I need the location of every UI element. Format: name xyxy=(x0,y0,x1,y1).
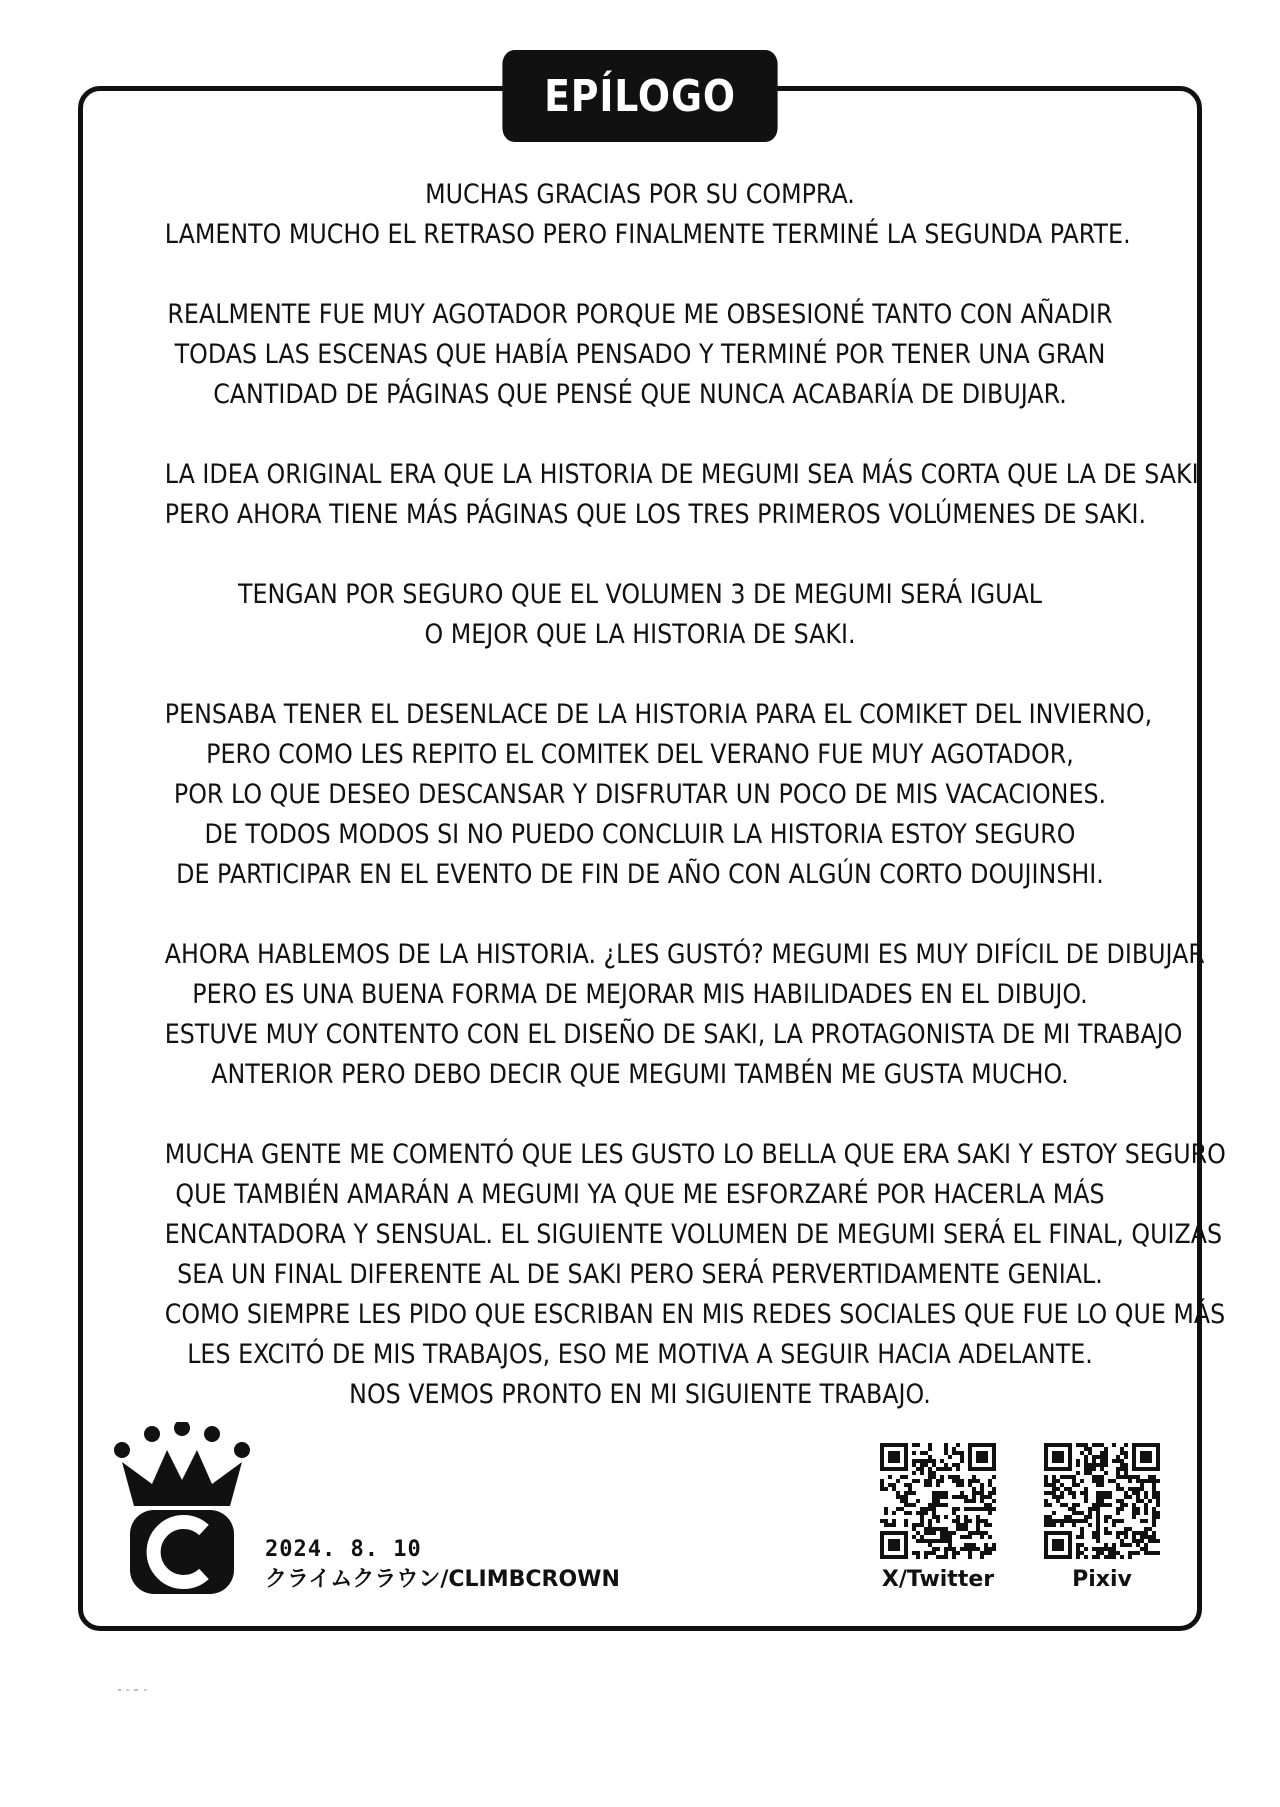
paragraph xyxy=(100,695,1180,895)
paragraph xyxy=(100,1135,1226,1415)
text-line: ANTERIOR PERO DEBO DECIR QUE MEGUMI TAMBÉN ME GUSTA MUCHO. xyxy=(211,1059,1069,1090)
text-line: TENGAN POR SEGURO QUE EL VOLUMEN 3 DE MEGUMI SERÁ IGUAL xyxy=(238,579,1042,610)
text-line: LAMENTO MUCHO EL RETRASO PERO FINALMENTE TERMINÉ LA SEGUNDA PARTE. xyxy=(164,219,1131,250)
text-line: SEA UN FINAL DIFERENTE AL DE SAKI PERO SERÁ PERVERTIDAMENTE GENIAL. xyxy=(177,1259,1103,1290)
epilogue-body xyxy=(100,175,1226,1455)
text-line: O MEJOR QUE LA HISTORIA DE SAKI. xyxy=(424,619,856,650)
text-line: POR LO QUE DESEO DESCANSAR Y DISFRUTAR UN POCO DE MIS VACACIONES. xyxy=(173,779,1107,810)
text-line: AHORA HABLEMOS DE LA HISTORIA. ¿LES GUSTÓ? MEGUMI ES MUY DIFÍCIL DE DIBUJAR xyxy=(164,939,1205,970)
text-line: COMO SIEMPRE LES PIDO QUE ESCRIBAN EN MIS REDES SOCIALES QUE FUE LO QUE MÁS xyxy=(164,1299,1226,1330)
text-line: LES EXCITÓ DE MIS TRABAJOS, ESO ME MOTIVA A SEGUIR HACIA ADELANTE. xyxy=(187,1339,1093,1370)
text-line: MUCHA GENTE ME COMENTÓ QUE LES GUSTO LO BELLA QUE ERA SAKI Y ESTOY SEGURO xyxy=(164,1139,1226,1170)
text-line: PERO AHORA TIENE MÁS PÁGINAS QUE LOS TRES PRIMEROS VOLÚMENES DE SAKI. xyxy=(164,499,1147,530)
paragraph xyxy=(100,295,1180,415)
paragraph xyxy=(100,175,1180,255)
text-line: REALMENTE FUE MUY AGOTADOR PORQUE ME OBSESIONÉ TANTO CON AÑADIR xyxy=(167,299,1113,330)
text-line: TODAS LAS ESCENAS QUE HABÍA PENSADO Y TERMINÉ POR TENER UNA GRAN xyxy=(174,339,1106,370)
text-line: PENSABA TENER EL DESENLACE DE LA HISTORIA PARA EL COMIKET DEL INVIERNO, xyxy=(164,699,1153,730)
signature xyxy=(265,1535,620,1595)
signature-date: 2024. 8. 10 xyxy=(265,1537,422,1562)
text-line: QUE TAMBIÉN AMARÁN A MEGUMI YA QUE ME ESFORZARÉ POR HACERLA MÁS xyxy=(175,1179,1105,1210)
text-line: NOS VEMOS PRONTO EN MI SIGUIENTE TRABAJO. xyxy=(349,1379,931,1410)
text-line: LA IDEA ORIGINAL ERA QUE LA HISTORIA DE MEGUMI SEA MÁS CORTA QUE LA DE SAKI xyxy=(164,459,1199,490)
text-line: DE TODOS MODOS SI NO PUEDO CONCLUIR LA HISTORIA ESTOY SEGURO xyxy=(204,819,1076,850)
text-line: CANTIDAD DE PÁGINAS QUE PENSÉ QUE NUNCA ACABARÍA DE DIBUJAR. xyxy=(213,379,1067,410)
paragraph xyxy=(100,455,1199,535)
text-line: MUCHAS GRACIAS POR SU COMPRA. xyxy=(425,179,855,210)
qr-code-icon xyxy=(880,1443,996,1559)
crown-c-logo-icon xyxy=(112,1422,252,1602)
text-line: PERO COMO LES REPITO EL COMITEK DEL VERANO FUE MUY AGOTADOR, xyxy=(206,739,1074,770)
qr-label-twitter: X/Twitter xyxy=(881,1567,995,1592)
text-line: PERO ES UNA BUENA FORMA DE MEJORAR MIS HABILIDADES EN EL DIBUJO. xyxy=(192,979,1088,1010)
qr-label-pixiv: Pixiv xyxy=(1072,1567,1132,1592)
text-line: ENCANTADORA Y SENSUAL. EL SIGUIENTE VOLUMEN DE MEGUMI SERÁ EL FINAL, QUIZÁS xyxy=(164,1219,1223,1250)
speck-mark xyxy=(118,1688,154,1692)
text-line: DE PARTICIPAR EN EL EVENTO DE FIN DE AÑO CON ALGÚN CORTO DOUJINSHI. xyxy=(176,859,1104,890)
page-title: EPÍLOGO xyxy=(502,50,777,142)
signature-author: クライムクラウン/CLIMBCROWN xyxy=(265,1567,620,1592)
paragraph xyxy=(100,935,1205,1095)
paragraph xyxy=(100,575,1180,655)
text-line: ESTUVE MUY CONTENTO CON EL DISEÑO DE SAKI, LA PROTAGONISTA DE MI TRABAJO xyxy=(164,1019,1183,1050)
qr-code-icon xyxy=(1044,1443,1160,1559)
